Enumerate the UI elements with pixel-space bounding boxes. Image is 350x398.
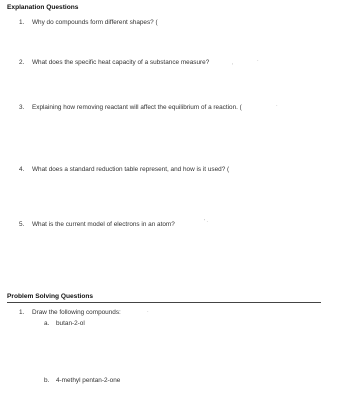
sub-question-text: 4-methyl pentan-2-one [56,377,121,384]
question-number: 4. [19,166,25,173]
question-text: Why do compounds form different shapes? ( [32,19,158,26]
question-number: 3. [19,104,25,111]
question-number: 5. [19,221,25,228]
sub-question-letter: b. [44,377,50,384]
section-title-problem-solving: Problem Solving Questions [7,293,94,300]
scan-speck: · [147,309,149,315]
sub-question-text: butan-2-ol [56,320,85,327]
question-text: What does the specific heat capacity of a substance measure? [32,59,210,66]
scan-speck: , [232,60,234,66]
question-text: What does a standard reduction table represent, and how is it used? ( [32,166,230,173]
question-text: Draw the following compounds: [32,309,121,316]
scan-speck: · [276,103,278,109]
scan-speck: ' · [204,219,209,225]
question-number: 1. [19,309,25,316]
question-text: What is the current model of electrons in an atom? [32,221,175,228]
question-text: Explaining how removing reactant will affect the equilibrium of a reaction. ( [32,104,242,111]
section-divider [7,302,321,303]
question-number: 2. [19,59,25,66]
scan-speck: · [257,58,259,64]
question-number: 1. [19,19,25,26]
sub-question-letter: a. [44,320,50,327]
section-title-explanation: Explanation Questions [7,4,79,11]
